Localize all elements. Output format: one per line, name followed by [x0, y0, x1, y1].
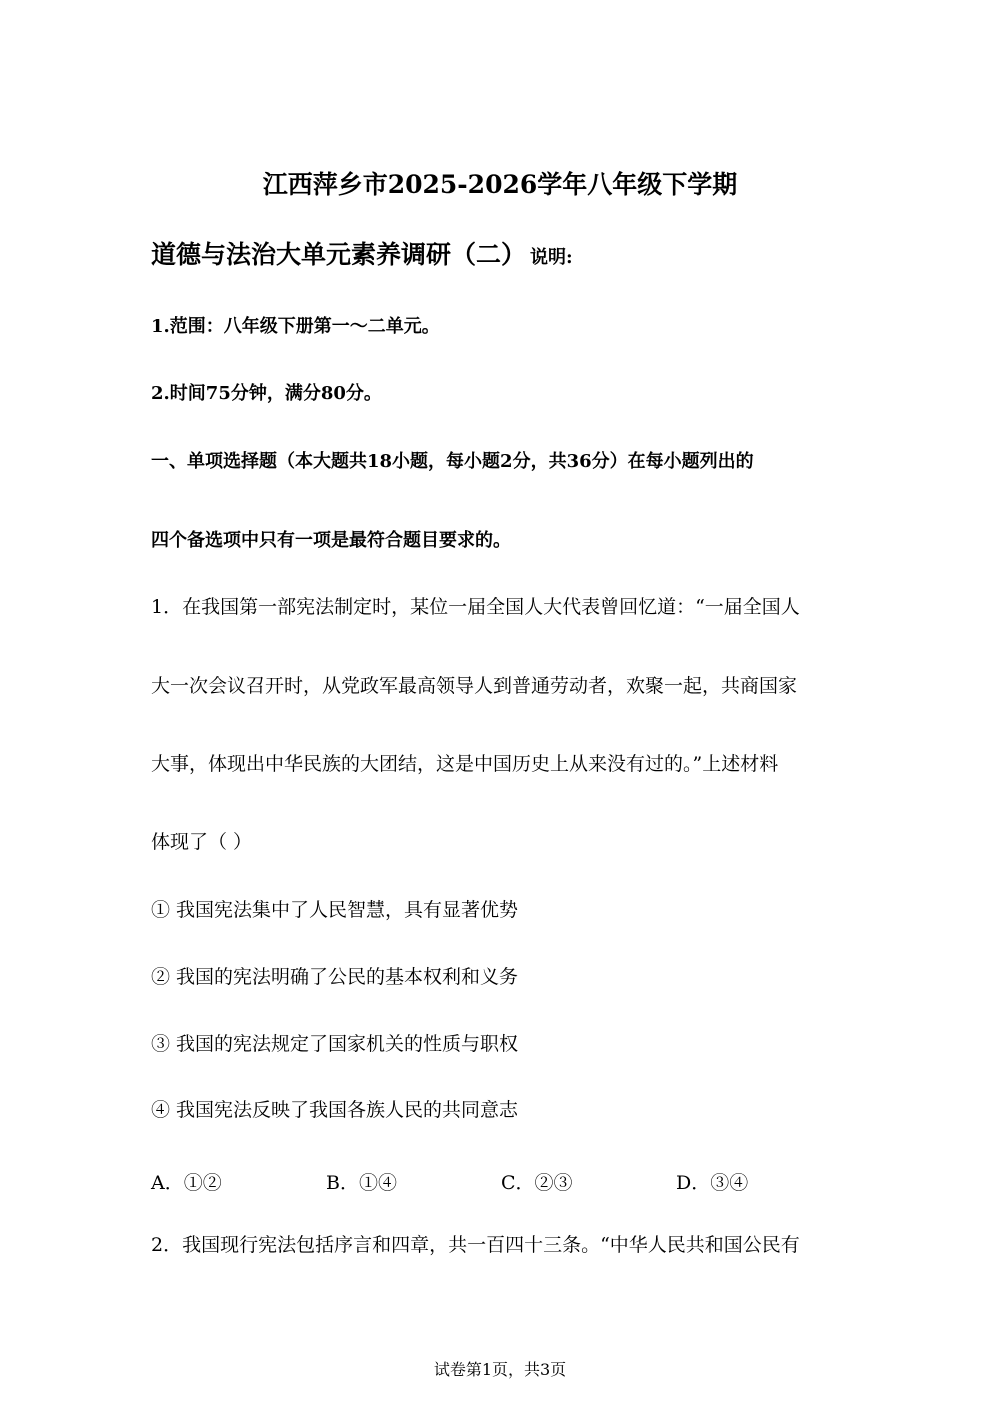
- question2-line1: 2．我国现行宪法包括序言和四章，共一百四十三条。“中华人民共和国公民有: [151, 1234, 800, 1256]
- question1-options: [151, 1168, 851, 1192]
- exam-title-line1: 江西萍乡市2025-2026学年八年级下学期: [262, 170, 738, 199]
- instruction-scope: 1.范围：八年级下册第一～二单元。: [151, 316, 440, 337]
- question1-statement-1: ① 我国宪法集中了人民智慧，具有显著优势: [151, 899, 519, 921]
- question1-statement-4: ④ 我国宪法反映了我国各族人民的共同意志: [151, 1099, 519, 1121]
- section-heading-line2: 四个备选项中只有一项是最符合题目要求的。: [151, 530, 511, 551]
- option-b[interactable]: B．①④: [326, 1172, 397, 1194]
- exam-subtitle: 道德与法治大单元素养调研（二）: [151, 240, 527, 269]
- note-label: 说明:: [530, 247, 573, 268]
- question1-line3: 大事，体现出中华民族的大团结，这是中国历史上从来没有过的。”上述材料: [151, 753, 779, 775]
- exam-title-line2: [151, 242, 573, 267]
- question1-statement-3: ③ 我国的宪法规定了国家机关的性质与职权: [151, 1033, 519, 1055]
- option-c[interactable]: C．②③: [501, 1172, 573, 1194]
- question1-line1: 1．在我国第一部宪法制定时，某位一届全国人大代表曾回忆道：“一届全国人: [151, 596, 800, 618]
- instruction-time: 2.时间75分钟，满分80分。: [151, 383, 382, 404]
- section-heading-line1: 一、单项选择题（本大题共18小题，每小题2分，共36分）在每小题列出的: [151, 451, 754, 472]
- question1-statement-2: ② 我国的宪法明确了公民的基本权利和义务: [151, 966, 519, 988]
- question1-line2: 大一次会议召开时，从党政军最高领导人到普通劳动者，欢聚一起，共商国家: [151, 675, 798, 697]
- page-footer: 试卷第1页，共3页: [433, 1360, 567, 1379]
- option-a[interactable]: A．①②: [151, 1172, 222, 1194]
- option-d[interactable]: D．③④: [676, 1172, 749, 1194]
- question1-line4: 体现了（ ）: [151, 831, 253, 853]
